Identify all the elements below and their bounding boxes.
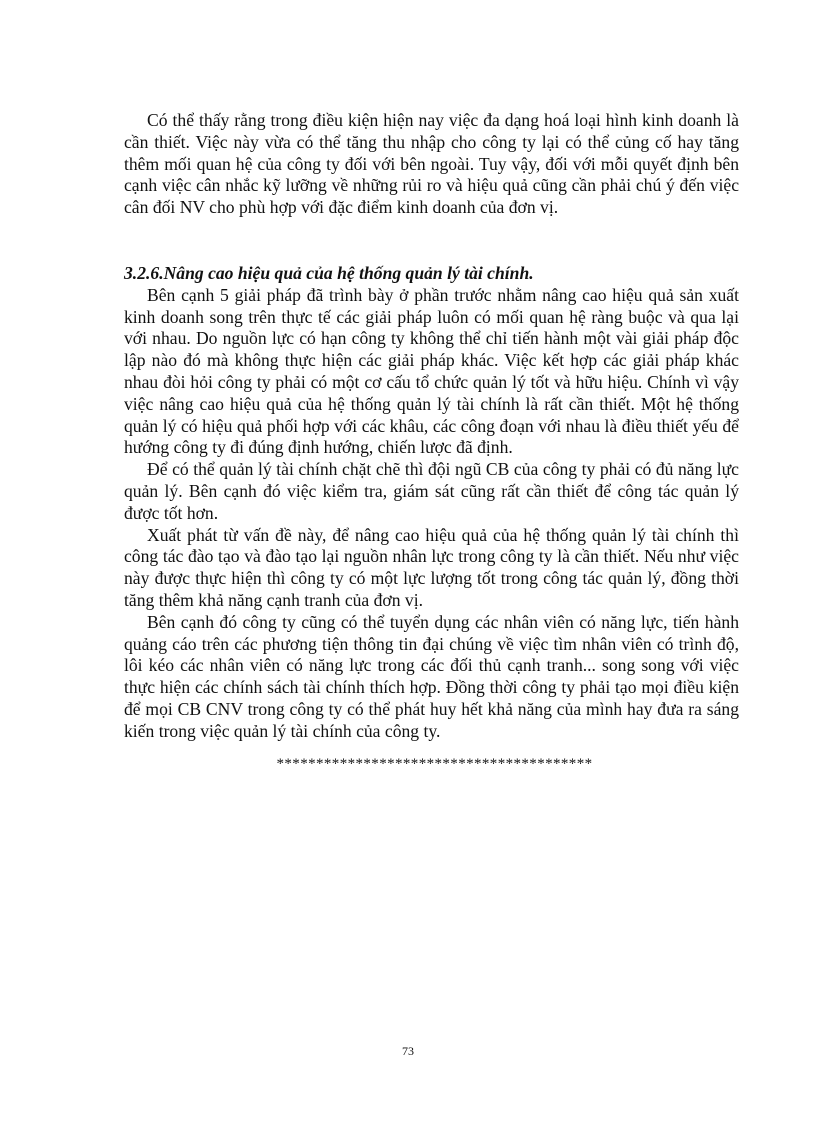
section-separator: **************************************** xyxy=(276,755,593,772)
page-number: 73 xyxy=(402,1044,414,1058)
paragraph-diversification: Có thể thấy rằng trong điều kiện hiện nay việc đa dạng hoá loại hình kinh doanh là cần thiết. Việc này vừa có thể tăng thu nhập cho công ty lại có thể củng cố hay tăng thêm mối quan hệ của công ty đối với bên ngoài. Tuy vậy, đối với mỗi quyết định bên cạnh việc cân nhắc kỹ lưỡng về những rủi ro và hiệu quả cũng cần phải chú ý đến việc cân đối NV cho phù hợp với đặc điểm kinh doanh của đơn vị. xyxy=(124,110,739,218)
paragraph-solutions-overview: Bên cạnh 5 giải pháp đã trình bày ở phần trước nhằm nâng cao hiệu quả sản xuất kinh doanh song trên thực tế các giải pháp luôn có mối quan hệ ràng buộc và qua lại với nhau. Do nguồn lực có hạn công ty không thể chỉ tiến hành một vài giải pháp độc lập nào đó mà không thực hiện các giải pháp khác. Việc kết hợp các giải pháp khác nhau đòi hỏi công ty phải có một cơ cấu tổ chức quản lý tốt và hữu hiệu. Chính vì vậy việc nâng cao hiệu quả của hệ thống quản lý tài chính là rất cần thiết. Một hệ thống quản lý có hiệu quả phối hợp với các khâu, các công đoạn với nhau là điều thiết yếu để hướng công ty đi đúng định hướng, chiến lược đã định. xyxy=(124,284,739,458)
section-heading: 3.2.6.Nâng cao hiệu quả của hệ thống quản lý tài chính. xyxy=(124,262,534,283)
paragraph-recruitment: Bên cạnh đó công ty cũng có thể tuyển dụng các nhân viên có năng lực, tiến hành quảng cáo trên các phương tiện thông tin đại chúng về việc tìm nhân viên có trình độ, lôi kéo các nhân viên có năng lực trong các đối thủ cạnh tranh... song song với việc thực hiện các chính sách tài chính thích hợp. Đồng thời công ty phải tạo mọi điều kiện để mọi CB CNV trong công ty có thể phát huy hết khả năng của mình hay đưa ra sáng kiến trong việc quản lý tài chính của công ty. xyxy=(124,611,739,741)
paragraph-management-capacity: Để có thể quản lý tài chính chặt chẽ thì đội ngũ CB của công ty phải có đủ năng lực quản lý. Bên cạnh đó việc kiểm tra, giám sát cũng rất cần thiết để công tác quản lý được tốt hơn. xyxy=(124,459,739,523)
paragraph-training: Xuất phát từ vấn đề này, để nâng cao hiệu quả của hệ thống quản lý tài chính thì công tác đào tạo và đào tạo lại nguồn nhân lực trong công ty là cần thiết. Nếu như việc này được thực hiện thì công ty có một lực lượng tốt trong công tác quản lý, đồng thời tăng thêm khả năng cạnh tranh của đơn vị. xyxy=(124,524,739,610)
page-content xyxy=(124,110,739,773)
